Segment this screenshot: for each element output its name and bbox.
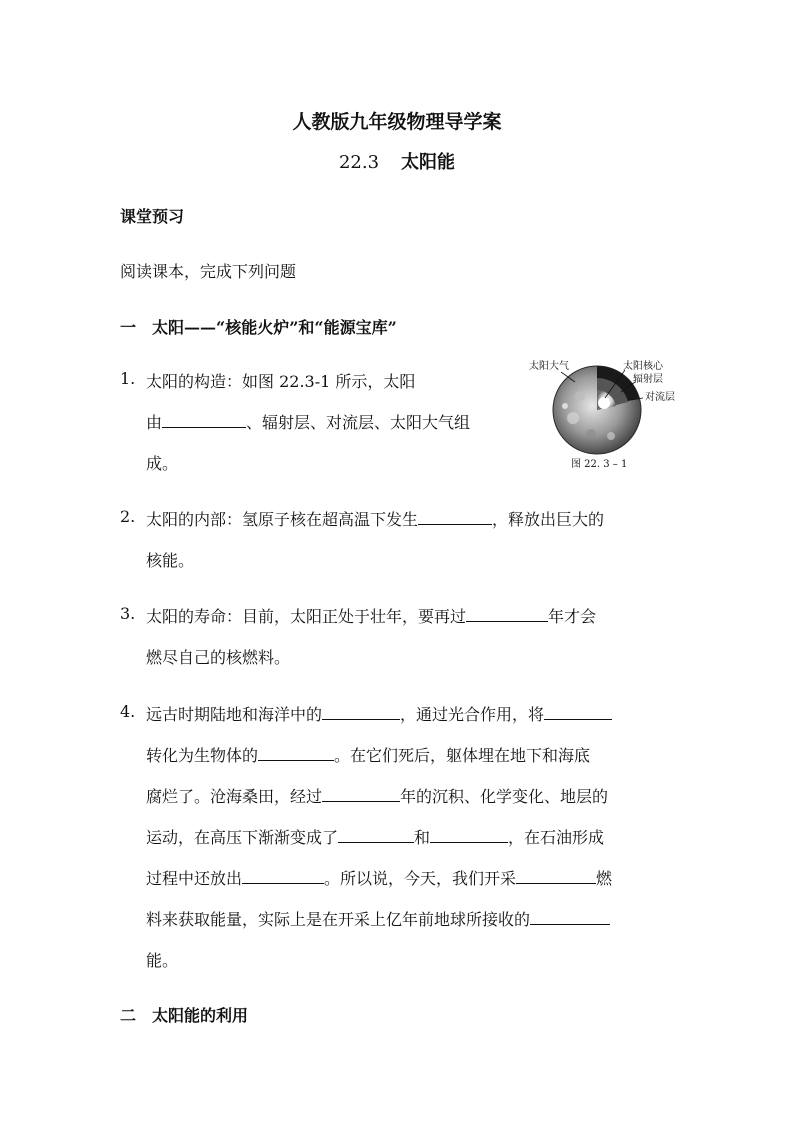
q4-l6-text-a: 料来获取能量，实际上是在开采上亿年前地球所接收的 [146, 910, 531, 929]
q4-l1-text-b: ，通过光合作用，将 [400, 705, 545, 724]
q4-line2 [146, 743, 590, 766]
q4-l5-text-c: 燃 [596, 869, 613, 888]
q1-text-b: 、辐射层、对流层、太阳大气组 [246, 413, 471, 432]
lesson-heading [0, 148, 794, 174]
q1-number: 1. [120, 369, 136, 388]
q1-blank[interactable] [162, 410, 246, 428]
q2-line2: 核能。 [146, 551, 195, 570]
q4-line1 [146, 702, 612, 725]
lesson-number: 22.3 [338, 152, 380, 173]
q2-text-a: 太阳的内部：氢原子核在超高温下发生 [146, 510, 419, 529]
q3-line2: 燃尽自己的核燃料。 [146, 648, 291, 667]
q4-line4 [146, 825, 604, 848]
label-atmosphere: 太阳大气 [529, 361, 569, 372]
q4-blank-5[interactable] [338, 825, 414, 843]
q4-number: 4. [120, 702, 136, 721]
q4-line6 [146, 907, 610, 930]
q4-line7: 能。 [146, 951, 179, 970]
q3-blank[interactable] [466, 604, 548, 622]
q4-blank-9[interactable] [530, 907, 610, 925]
q4-blank-7[interactable] [242, 866, 324, 884]
q2-line1 [146, 507, 604, 530]
figure-caption: 图 22. 3 – 1 [571, 459, 628, 470]
q4-l3-text-a: 腐烂了。沧海桑田，经过 [146, 787, 323, 806]
page-title: 人教版九年级物理导学案 [292, 111, 502, 133]
q4-blank-1[interactable] [322, 702, 400, 720]
q3-text-a: 太阳的寿命：目前，太阳正处于壮年，要再过 [146, 607, 467, 626]
sun-structure-figure [525, 356, 680, 474]
q4-line5 [146, 866, 612, 889]
q3-line1 [146, 604, 596, 627]
preview-instruction: 阅读课本，完成下列问题 [120, 262, 297, 281]
q3-text-b: 年才会 [548, 607, 597, 626]
q4-l3-text-b: 年的沉积、化学变化、地层的 [400, 787, 609, 806]
label-core: 太阳核心 [623, 361, 663, 372]
q3-number: 3. [120, 604, 136, 623]
lesson-name: 太阳能 [401, 152, 456, 173]
q2-number: 2. [120, 507, 136, 526]
q4-l4-text-b: 和 [414, 828, 431, 847]
sun-structure-diagram [525, 356, 680, 474]
q4-l4-text-a: 运动，在高压下渐渐变成了 [146, 828, 339, 847]
label-convection: 对流层 [645, 392, 675, 403]
q4-blank-8[interactable] [516, 866, 596, 884]
q4-l2-text-a: 转化为生物体的 [146, 746, 259, 765]
preview-heading: 课堂预习 [120, 207, 185, 226]
q1-line1: 太阳的构造：如图 22.3-1 所示，太阳 [146, 372, 416, 391]
section2-heading: 二 太阳能的利用 [120, 1006, 249, 1025]
q4-l2-text-b: 。在它们死后，躯体埋在地下和海底 [334, 746, 591, 765]
q4-l4-text-c: ，在石油形成 [508, 828, 605, 847]
q4-l5-text-a: 过程中还放出 [146, 869, 243, 888]
q1-line3: 成。 [146, 454, 179, 473]
q4-line3 [146, 784, 608, 807]
q4-blank-3[interactable] [258, 743, 334, 761]
section1-heading: 一 太阳——“核能火炉”和“能源宝库” [120, 318, 397, 337]
q2-blank[interactable] [418, 507, 492, 525]
q2-text-b: ，释放出巨大的 [492, 510, 605, 529]
q4-l5-text-b: 。所以说，今天，我们开采 [324, 869, 517, 888]
q4-blank-4[interactable] [322, 784, 400, 802]
q1-line2 [146, 410, 470, 433]
q4-l1-text-a: 远古时期陆地和海洋中的 [146, 705, 323, 724]
q4-blank-2[interactable] [544, 702, 612, 720]
q4-blank-6[interactable] [430, 825, 508, 843]
label-radiation: 辐射层 [633, 374, 663, 385]
q1-text-a: 由 [146, 413, 163, 432]
